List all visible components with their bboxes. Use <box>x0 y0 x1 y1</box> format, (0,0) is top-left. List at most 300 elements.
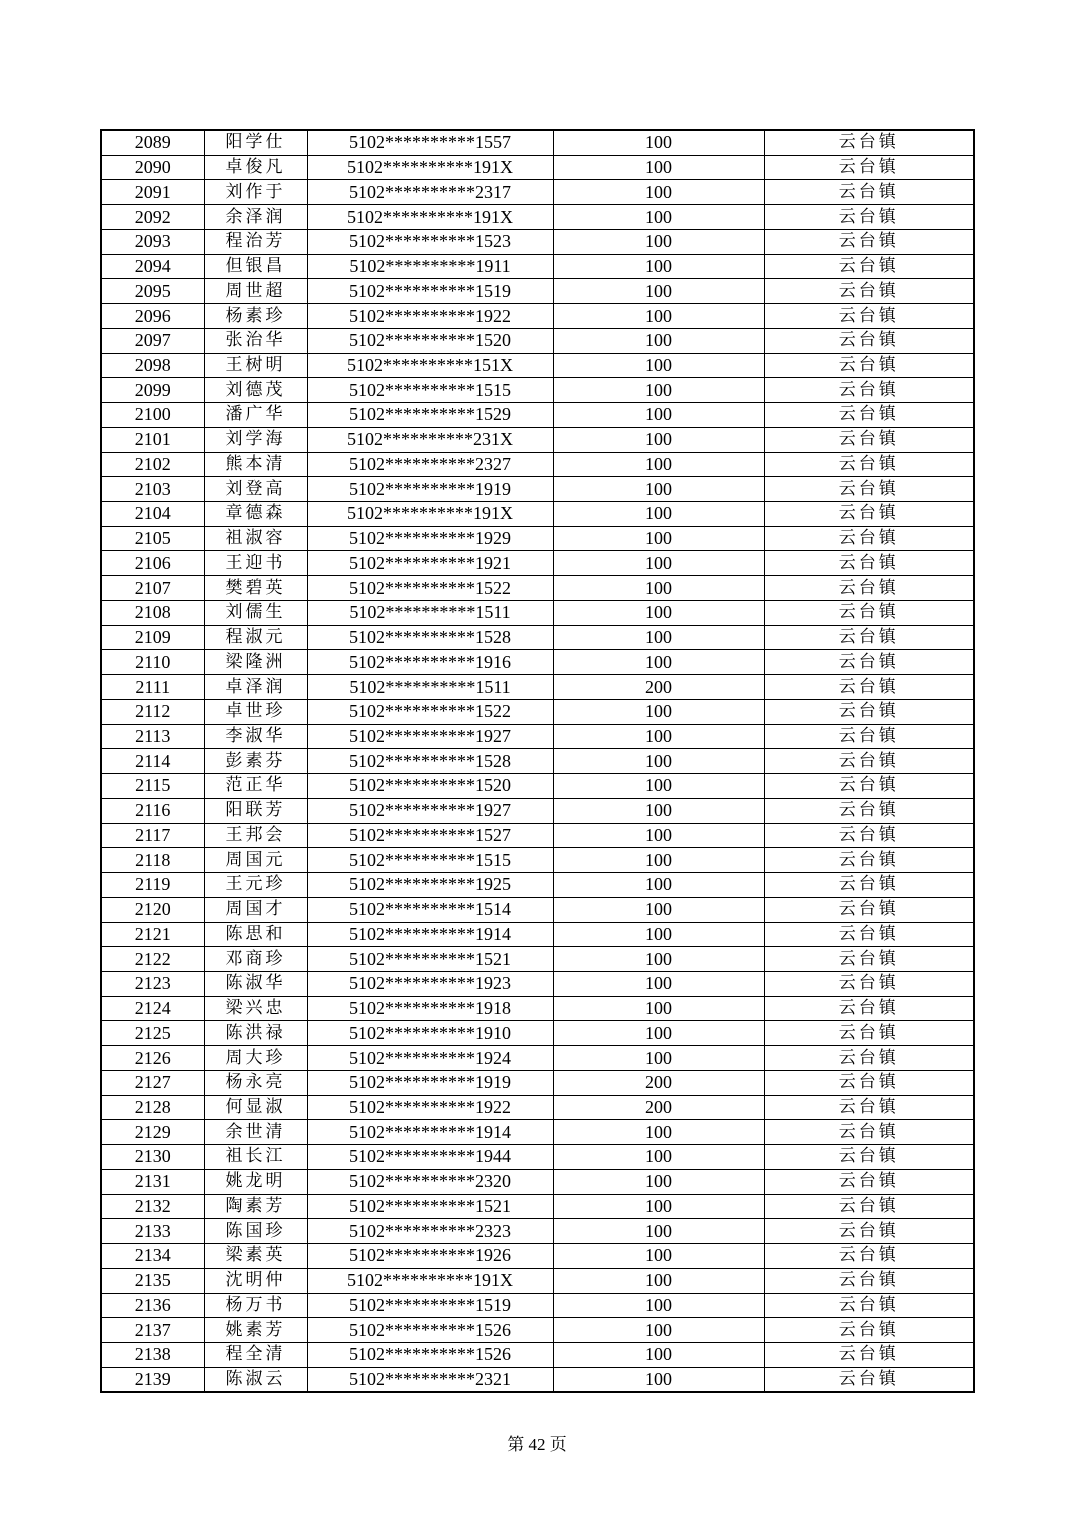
town-cell: 云台镇 <box>764 1021 974 1046</box>
id-number-cell: 5102**********1521 <box>307 947 553 972</box>
town-cell: 云台镇 <box>764 205 974 230</box>
table-row <box>101 1169 974 1194</box>
roster-table <box>100 129 975 1393</box>
id-number-cell: 5102**********1911 <box>307 254 553 279</box>
row-number-cell: 2131 <box>101 1169 204 1194</box>
amount-cell: 100 <box>553 1194 764 1219</box>
name-cell: 邓商珍 <box>204 947 307 972</box>
name-cell: 姚素芳 <box>204 1318 307 1343</box>
name-cell: 范正华 <box>204 774 307 799</box>
town-cell: 云台镇 <box>764 353 974 378</box>
name-cell: 卓世珍 <box>204 699 307 724</box>
row-number-cell: 2124 <box>101 996 204 1021</box>
name-cell: 熊本清 <box>204 452 307 477</box>
id-number-cell: 5102**********1526 <box>307 1342 553 1367</box>
town-cell: 云台镇 <box>764 1342 974 1367</box>
name-cell: 杨永亮 <box>204 1070 307 1095</box>
name-cell: 程全清 <box>204 1342 307 1367</box>
table-row <box>101 477 974 502</box>
row-number-cell: 2091 <box>101 180 204 205</box>
roster-table-body <box>101 130 974 1392</box>
table-row <box>101 502 974 527</box>
town-cell: 云台镇 <box>764 823 974 848</box>
town-cell: 云台镇 <box>764 749 974 774</box>
name-cell: 梁隆洲 <box>204 650 307 675</box>
id-number-cell: 5102**********2327 <box>307 452 553 477</box>
amount-cell: 100 <box>553 1120 764 1145</box>
amount-cell: 100 <box>553 1021 764 1046</box>
town-cell: 云台镇 <box>764 774 974 799</box>
table-row <box>101 130 974 155</box>
row-number-cell: 2108 <box>101 600 204 625</box>
amount-cell: 100 <box>553 378 764 403</box>
table-row <box>101 1145 974 1170</box>
town-cell: 云台镇 <box>764 724 974 749</box>
row-number-cell: 2112 <box>101 699 204 724</box>
table-row <box>101 774 974 799</box>
town-cell: 云台镇 <box>764 1145 974 1170</box>
table-row <box>101 947 974 972</box>
name-cell: 刘德茂 <box>204 378 307 403</box>
name-cell: 卓泽润 <box>204 675 307 700</box>
table-row <box>101 254 974 279</box>
name-cell: 祖长江 <box>204 1145 307 1170</box>
name-cell: 卓俊凡 <box>204 155 307 180</box>
id-number-cell: 5102**********1923 <box>307 971 553 996</box>
town-cell: 云台镇 <box>764 600 974 625</box>
name-cell: 祖淑容 <box>204 526 307 551</box>
id-number-cell: 5102**********191X <box>307 502 553 527</box>
id-number-cell: 5102**********1918 <box>307 996 553 1021</box>
id-number-cell: 5102**********191X <box>307 1268 553 1293</box>
amount-cell: 100 <box>553 205 764 230</box>
town-cell: 云台镇 <box>764 551 974 576</box>
name-cell: 陈国珍 <box>204 1219 307 1244</box>
name-cell: 王树明 <box>204 353 307 378</box>
town-cell: 云台镇 <box>764 427 974 452</box>
row-number-cell: 2094 <box>101 254 204 279</box>
row-number-cell: 2107 <box>101 576 204 601</box>
row-number-cell: 2126 <box>101 1046 204 1071</box>
id-number-cell: 5102**********1921 <box>307 551 553 576</box>
id-number-cell: 5102**********151X <box>307 353 553 378</box>
row-number-cell: 2133 <box>101 1219 204 1244</box>
id-number-cell: 5102**********1924 <box>307 1046 553 1071</box>
town-cell: 云台镇 <box>764 1070 974 1095</box>
amount-cell: 100 <box>553 971 764 996</box>
table-row <box>101 650 974 675</box>
name-cell: 周大珍 <box>204 1046 307 1071</box>
row-number-cell: 2098 <box>101 353 204 378</box>
name-cell: 但银昌 <box>204 254 307 279</box>
id-number-cell: 5102**********1919 <box>307 477 553 502</box>
amount-cell: 100 <box>553 551 764 576</box>
town-cell: 云台镇 <box>764 996 974 1021</box>
table-row <box>101 1342 974 1367</box>
row-number-cell: 2102 <box>101 452 204 477</box>
town-cell: 云台镇 <box>764 502 974 527</box>
town-cell: 云台镇 <box>764 254 974 279</box>
amount-cell: 100 <box>553 130 764 155</box>
row-number-cell: 2113 <box>101 724 204 749</box>
id-number-cell: 5102**********1944 <box>307 1145 553 1170</box>
id-number-cell: 5102**********1515 <box>307 848 553 873</box>
amount-cell: 100 <box>553 1145 764 1170</box>
town-cell: 云台镇 <box>764 328 974 353</box>
name-cell: 王邦会 <box>204 823 307 848</box>
id-number-cell: 5102**********1528 <box>307 625 553 650</box>
table-row <box>101 1046 974 1071</box>
name-cell: 余世清 <box>204 1120 307 1145</box>
table-row <box>101 353 974 378</box>
row-number-cell: 2122 <box>101 947 204 972</box>
amount-cell: 100 <box>553 328 764 353</box>
name-cell: 程治芳 <box>204 229 307 254</box>
id-number-cell: 5102**********1916 <box>307 650 553 675</box>
id-number-cell: 5102**********1922 <box>307 1095 553 1120</box>
id-number-cell: 5102**********1927 <box>307 798 553 823</box>
amount-cell: 100 <box>553 996 764 1021</box>
id-number-cell: 5102**********191X <box>307 155 553 180</box>
name-cell: 陈淑华 <box>204 971 307 996</box>
row-number-cell: 2089 <box>101 130 204 155</box>
town-cell: 云台镇 <box>764 378 974 403</box>
name-cell: 王元珍 <box>204 873 307 898</box>
town-cell: 云台镇 <box>764 1293 974 1318</box>
amount-cell: 100 <box>553 699 764 724</box>
row-number-cell: 2109 <box>101 625 204 650</box>
name-cell: 李淑华 <box>204 724 307 749</box>
amount-cell: 100 <box>553 279 764 304</box>
id-number-cell: 5102**********231X <box>307 427 553 452</box>
amount-cell: 100 <box>553 724 764 749</box>
row-number-cell: 2134 <box>101 1244 204 1269</box>
table-row <box>101 1120 974 1145</box>
name-cell: 刘学海 <box>204 427 307 452</box>
town-cell: 云台镇 <box>764 922 974 947</box>
row-number-cell: 2100 <box>101 403 204 428</box>
row-number-cell: 2129 <box>101 1120 204 1145</box>
table-row <box>101 1318 974 1343</box>
table-row <box>101 1244 974 1269</box>
id-number-cell: 5102**********191X <box>307 205 553 230</box>
name-cell: 刘作于 <box>204 180 307 205</box>
table-row <box>101 427 974 452</box>
row-number-cell: 2106 <box>101 551 204 576</box>
amount-cell: 100 <box>553 947 764 972</box>
table-row <box>101 848 974 873</box>
amount-cell: 100 <box>553 1244 764 1269</box>
id-number-cell: 5102**********1515 <box>307 378 553 403</box>
id-number-cell: 5102**********1522 <box>307 576 553 601</box>
amount-cell: 100 <box>553 254 764 279</box>
table-row <box>101 576 974 601</box>
row-number-cell: 2105 <box>101 526 204 551</box>
row-number-cell: 2138 <box>101 1342 204 1367</box>
town-cell: 云台镇 <box>764 155 974 180</box>
amount-cell: 100 <box>553 823 764 848</box>
amount-cell: 100 <box>553 304 764 329</box>
id-number-cell: 5102**********1526 <box>307 1318 553 1343</box>
amount-cell: 100 <box>553 1268 764 1293</box>
id-number-cell: 5102**********1519 <box>307 1293 553 1318</box>
town-cell: 云台镇 <box>764 798 974 823</box>
name-cell: 潘广华 <box>204 403 307 428</box>
town-cell: 云台镇 <box>764 873 974 898</box>
table-row <box>101 1293 974 1318</box>
row-number-cell: 2119 <box>101 873 204 898</box>
table-row <box>101 600 974 625</box>
town-cell: 云台镇 <box>764 1268 974 1293</box>
amount-cell: 100 <box>553 452 764 477</box>
id-number-cell: 5102**********1523 <box>307 229 553 254</box>
row-number-cell: 2101 <box>101 427 204 452</box>
row-number-cell: 2137 <box>101 1318 204 1343</box>
id-number-cell: 5102**********2317 <box>307 180 553 205</box>
table-row <box>101 452 974 477</box>
table-row <box>101 1095 974 1120</box>
table-row <box>101 897 974 922</box>
name-cell: 余泽润 <box>204 205 307 230</box>
table-row <box>101 205 974 230</box>
name-cell: 何显淑 <box>204 1095 307 1120</box>
row-number-cell: 2096 <box>101 304 204 329</box>
name-cell: 樊碧英 <box>204 576 307 601</box>
id-number-cell: 5102**********2321 <box>307 1367 553 1392</box>
amount-cell: 100 <box>553 1169 764 1194</box>
row-number-cell: 2125 <box>101 1021 204 1046</box>
amount-cell: 100 <box>553 1219 764 1244</box>
id-number-cell: 5102**********1519 <box>307 279 553 304</box>
amount-cell: 100 <box>553 526 764 551</box>
town-cell: 云台镇 <box>764 699 974 724</box>
town-cell: 云台镇 <box>764 576 974 601</box>
id-number-cell: 5102**********1922 <box>307 304 553 329</box>
id-number-cell: 5102**********1514 <box>307 897 553 922</box>
table-row <box>101 675 974 700</box>
amount-cell: 100 <box>553 1318 764 1343</box>
town-cell: 云台镇 <box>764 1318 974 1343</box>
town-cell: 云台镇 <box>764 971 974 996</box>
amount-cell: 100 <box>553 600 764 625</box>
amount-cell: 100 <box>553 625 764 650</box>
name-cell: 杨素珍 <box>204 304 307 329</box>
table-row <box>101 823 974 848</box>
town-cell: 云台镇 <box>764 1194 974 1219</box>
amount-cell: 100 <box>553 477 764 502</box>
row-number-cell: 2099 <box>101 378 204 403</box>
id-number-cell: 5102**********1927 <box>307 724 553 749</box>
row-number-cell: 2111 <box>101 675 204 700</box>
name-cell: 姚龙明 <box>204 1169 307 1194</box>
name-cell: 沈明仲 <box>204 1268 307 1293</box>
name-cell: 王迎书 <box>204 551 307 576</box>
name-cell: 刘登高 <box>204 477 307 502</box>
name-cell: 周国元 <box>204 848 307 873</box>
name-cell: 陈洪禄 <box>204 1021 307 1046</box>
row-number-cell: 2095 <box>101 279 204 304</box>
table-row <box>101 699 974 724</box>
row-number-cell: 2115 <box>101 774 204 799</box>
id-number-cell: 5102**********1520 <box>307 328 553 353</box>
row-number-cell: 2117 <box>101 823 204 848</box>
name-cell: 陶素芳 <box>204 1194 307 1219</box>
amount-cell: 100 <box>553 798 764 823</box>
amount-cell: 100 <box>553 897 764 922</box>
town-cell: 云台镇 <box>764 1046 974 1071</box>
name-cell: 周国才 <box>204 897 307 922</box>
amount-cell: 100 <box>553 155 764 180</box>
amount-cell: 100 <box>553 1342 764 1367</box>
id-number-cell: 5102**********1527 <box>307 823 553 848</box>
row-number-cell: 2093 <box>101 229 204 254</box>
amount-cell: 100 <box>553 229 764 254</box>
town-cell: 云台镇 <box>764 1367 974 1392</box>
name-cell: 陈思和 <box>204 922 307 947</box>
amount-cell: 100 <box>553 353 764 378</box>
row-number-cell: 2118 <box>101 848 204 873</box>
table-row <box>101 328 974 353</box>
row-number-cell: 2103 <box>101 477 204 502</box>
name-cell: 陈淑云 <box>204 1367 307 1392</box>
amount-cell: 100 <box>553 873 764 898</box>
row-number-cell: 2132 <box>101 1194 204 1219</box>
row-number-cell: 2128 <box>101 1095 204 1120</box>
town-cell: 云台镇 <box>764 897 974 922</box>
table-row <box>101 1268 974 1293</box>
name-cell: 彭素芬 <box>204 749 307 774</box>
id-number-cell: 5102**********1910 <box>307 1021 553 1046</box>
amount-cell: 100 <box>553 180 764 205</box>
table-row <box>101 229 974 254</box>
id-number-cell: 5102**********1520 <box>307 774 553 799</box>
id-number-cell: 5102**********1925 <box>307 873 553 898</box>
town-cell: 云台镇 <box>764 452 974 477</box>
amount-cell: 100 <box>553 1046 764 1071</box>
name-cell: 阳学仕 <box>204 130 307 155</box>
row-number-cell: 2139 <box>101 1367 204 1392</box>
table-row <box>101 996 974 1021</box>
id-number-cell: 5102**********1919 <box>307 1070 553 1095</box>
amount-cell: 100 <box>553 749 764 774</box>
amount-cell: 100 <box>553 650 764 675</box>
town-cell: 云台镇 <box>764 625 974 650</box>
amount-cell: 100 <box>553 774 764 799</box>
table-row <box>101 971 974 996</box>
table-row <box>101 378 974 403</box>
town-cell: 云台镇 <box>764 650 974 675</box>
town-cell: 云台镇 <box>764 180 974 205</box>
amount-cell: 100 <box>553 1293 764 1318</box>
amount-cell: 100 <box>553 1367 764 1392</box>
page-number: 第 42 页 <box>507 1435 567 1454</box>
table-row <box>101 279 974 304</box>
amount-cell: 200 <box>553 675 764 700</box>
name-cell: 张治华 <box>204 328 307 353</box>
name-cell: 刘儒生 <box>204 600 307 625</box>
id-number-cell: 5102**********1522 <box>307 699 553 724</box>
town-cell: 云台镇 <box>764 848 974 873</box>
row-number-cell: 2130 <box>101 1145 204 1170</box>
amount-cell: 100 <box>553 922 764 947</box>
id-number-cell: 5102**********1511 <box>307 675 553 700</box>
id-number-cell: 5102**********2320 <box>307 1169 553 1194</box>
town-cell: 云台镇 <box>764 477 974 502</box>
town-cell: 云台镇 <box>764 947 974 972</box>
town-cell: 云台镇 <box>764 403 974 428</box>
id-number-cell: 5102**********1926 <box>307 1244 553 1269</box>
row-number-cell: 2104 <box>101 502 204 527</box>
name-cell: 梁兴忠 <box>204 996 307 1021</box>
amount-cell: 200 <box>553 1070 764 1095</box>
town-cell: 云台镇 <box>764 279 974 304</box>
id-number-cell: 5102**********1529 <box>307 403 553 428</box>
town-cell: 云台镇 <box>764 1095 974 1120</box>
table-row <box>101 526 974 551</box>
town-cell: 云台镇 <box>764 1219 974 1244</box>
name-cell: 章德森 <box>204 502 307 527</box>
table-row <box>101 873 974 898</box>
table-row <box>101 304 974 329</box>
id-number-cell: 5102**********1521 <box>307 1194 553 1219</box>
town-cell: 云台镇 <box>764 229 974 254</box>
amount-cell: 200 <box>553 1095 764 1120</box>
row-number-cell: 2092 <box>101 205 204 230</box>
town-cell: 云台镇 <box>764 1120 974 1145</box>
table-row <box>101 1367 974 1392</box>
table-row <box>101 798 974 823</box>
row-number-cell: 2123 <box>101 971 204 996</box>
amount-cell: 100 <box>553 427 764 452</box>
id-number-cell: 5102**********1557 <box>307 130 553 155</box>
id-number-cell: 5102**********2323 <box>307 1219 553 1244</box>
id-number-cell: 5102**********1511 <box>307 600 553 625</box>
town-cell: 云台镇 <box>764 526 974 551</box>
row-number-cell: 2090 <box>101 155 204 180</box>
table-row <box>101 749 974 774</box>
table-row <box>101 1021 974 1046</box>
town-cell: 云台镇 <box>764 304 974 329</box>
id-number-cell: 5102**********1929 <box>307 526 553 551</box>
name-cell: 周世超 <box>204 279 307 304</box>
name-cell: 杨万书 <box>204 1293 307 1318</box>
amount-cell: 100 <box>553 576 764 601</box>
amount-cell: 100 <box>553 502 764 527</box>
row-number-cell: 2116 <box>101 798 204 823</box>
row-number-cell: 2097 <box>101 328 204 353</box>
table-row <box>101 625 974 650</box>
table-row <box>101 1194 974 1219</box>
table-row <box>101 1070 974 1095</box>
town-cell: 云台镇 <box>764 1169 974 1194</box>
row-number-cell: 2120 <box>101 897 204 922</box>
town-cell: 云台镇 <box>764 130 974 155</box>
table-row <box>101 180 974 205</box>
amount-cell: 100 <box>553 403 764 428</box>
id-number-cell: 5102**********1914 <box>307 922 553 947</box>
name-cell: 梁素英 <box>204 1244 307 1269</box>
row-number-cell: 2135 <box>101 1268 204 1293</box>
table-row <box>101 724 974 749</box>
name-cell: 程淑元 <box>204 625 307 650</box>
table-row <box>101 922 974 947</box>
id-number-cell: 5102**********1528 <box>307 749 553 774</box>
row-number-cell: 2121 <box>101 922 204 947</box>
id-number-cell: 5102**********1914 <box>307 1120 553 1145</box>
town-cell: 云台镇 <box>764 1244 974 1269</box>
row-number-cell: 2110 <box>101 650 204 675</box>
town-cell: 云台镇 <box>764 675 974 700</box>
